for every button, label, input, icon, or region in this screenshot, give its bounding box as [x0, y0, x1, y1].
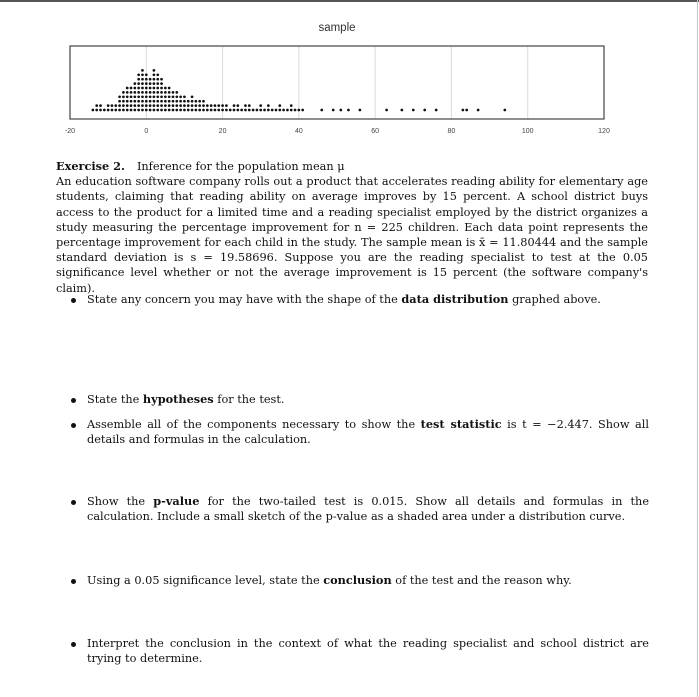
data-dot — [462, 109, 465, 112]
data-dot — [153, 78, 156, 81]
data-dot — [103, 109, 106, 112]
data-dot — [156, 100, 159, 103]
data-dot — [175, 104, 178, 107]
bullet-icon — [71, 398, 76, 403]
data-dot — [153, 73, 156, 76]
data-dot — [206, 109, 209, 112]
data-dot — [137, 87, 140, 90]
data-dot — [137, 95, 140, 98]
data-dot — [130, 91, 133, 94]
data-dot — [160, 91, 163, 94]
data-dot — [153, 109, 156, 112]
data-dot — [156, 73, 159, 76]
data-dot — [206, 104, 209, 107]
data-dot — [141, 95, 144, 98]
data-dot — [160, 82, 163, 85]
bullet-item: Show the p-value for the two-tailed test is 0.015. Show all details and formulas in the calculation. Include a small sketch of the p-value as a shaded area under a distribution curve. — [77, 494, 649, 524]
data-dot — [320, 109, 323, 112]
data-dot — [145, 87, 148, 90]
data-dot — [435, 109, 438, 112]
data-dot — [168, 91, 171, 94]
bullet-icon — [71, 423, 76, 428]
right-border — [697, 0, 698, 697]
data-dot — [141, 69, 144, 72]
data-dot — [153, 100, 156, 103]
data-dot — [160, 104, 163, 107]
data-dot — [107, 104, 110, 107]
data-dot — [145, 82, 148, 85]
data-dot — [236, 104, 239, 107]
data-dot — [198, 104, 201, 107]
data-dot — [156, 104, 159, 107]
exercise-number: Exercise 2. — [56, 159, 125, 173]
data-dot — [214, 104, 217, 107]
x-tick-label: 20 — [218, 128, 227, 135]
data-dot — [183, 100, 186, 103]
data-dot — [133, 104, 136, 107]
data-dot — [149, 100, 152, 103]
data-dot — [137, 78, 140, 81]
data-dot — [225, 109, 228, 112]
data-dot — [122, 104, 125, 107]
data-dot — [145, 100, 148, 103]
data-dot — [141, 109, 144, 112]
data-dot — [145, 73, 148, 76]
data-dot — [160, 100, 163, 103]
data-dot — [130, 87, 133, 90]
data-dot — [141, 82, 144, 85]
data-dot — [137, 100, 140, 103]
data-dot — [339, 109, 342, 112]
data-dot — [187, 100, 190, 103]
bullet-icon — [71, 579, 76, 584]
data-dot — [332, 109, 335, 112]
data-dot — [412, 109, 415, 112]
data-dot — [149, 95, 152, 98]
data-dot — [137, 73, 140, 76]
data-dot — [267, 104, 270, 107]
bullet-item: State any concern you may have with the shape of the data distribution graphed above. — [77, 292, 649, 307]
data-dot — [160, 87, 163, 90]
data-dot — [126, 109, 129, 112]
data-dot — [133, 109, 136, 112]
x-tick-label: 120 — [598, 128, 610, 135]
data-dot — [111, 109, 114, 112]
data-dot — [153, 95, 156, 98]
data-dot — [191, 104, 194, 107]
top-border — [0, 0, 699, 2]
data-dot — [164, 87, 167, 90]
data-dot — [195, 109, 198, 112]
data-dot — [503, 109, 506, 112]
data-dot — [145, 109, 148, 112]
bullet-item: Interpret the conclusion in the context of what the reading specialist and school district are trying to determine. — [77, 636, 649, 666]
data-dot — [149, 87, 152, 90]
data-dot — [217, 104, 220, 107]
data-dot — [202, 104, 205, 107]
data-dot — [347, 109, 350, 112]
exercise-title: Inference for the population mean μ — [136, 160, 345, 173]
data-dot — [172, 95, 175, 98]
data-dot — [168, 109, 171, 112]
data-dot — [248, 109, 251, 112]
data-dot — [133, 100, 136, 103]
data-dot — [126, 95, 129, 98]
data-dot — [175, 95, 178, 98]
data-dot — [168, 100, 171, 103]
data-dot — [423, 109, 426, 112]
data-dot — [301, 109, 304, 112]
data-dot — [156, 109, 159, 112]
data-dot — [168, 104, 171, 107]
data-dot — [149, 82, 152, 85]
x-tick-label: 60 — [371, 128, 380, 135]
data-dot — [259, 109, 262, 112]
data-dot — [99, 109, 102, 112]
data-dot — [290, 109, 293, 112]
data-dot — [217, 109, 220, 112]
data-dot — [172, 104, 175, 107]
data-dot — [244, 104, 247, 107]
data-dot — [130, 100, 133, 103]
data-dot — [221, 109, 224, 112]
data-dot — [133, 91, 136, 94]
data-dot — [164, 95, 167, 98]
data-dot — [198, 100, 201, 103]
data-dot — [183, 109, 186, 112]
data-dot — [248, 104, 251, 107]
data-dot — [233, 104, 236, 107]
data-dot — [122, 91, 125, 94]
data-dot — [92, 109, 95, 112]
data-dot — [172, 100, 175, 103]
x-tick-label: 0 — [144, 128, 149, 135]
data-dot — [164, 100, 167, 103]
chart-title: sample — [318, 22, 356, 34]
data-dot — [240, 109, 243, 112]
bullet-item: Assemble all of the components necessary to show the test statistic is t = −2.447. Show all details and formulas in the calculation. — [77, 417, 649, 447]
bullet-icon — [71, 298, 76, 303]
data-dot — [118, 104, 121, 107]
data-dot — [477, 109, 480, 112]
data-dot — [118, 100, 121, 103]
data-dot — [141, 100, 144, 103]
data-dot — [137, 109, 140, 112]
data-dot — [164, 109, 167, 112]
data-dot — [164, 104, 167, 107]
data-dot — [95, 104, 98, 107]
data-dot — [290, 104, 293, 107]
data-dot — [145, 78, 148, 81]
data-dot — [130, 104, 133, 107]
data-dot — [187, 104, 190, 107]
data-dot — [252, 109, 255, 112]
x-tick-label: 80 — [447, 128, 456, 135]
data-dot — [149, 91, 152, 94]
data-dot — [198, 109, 201, 112]
data-dot — [172, 109, 175, 112]
data-dot — [145, 95, 148, 98]
data-dot — [359, 109, 362, 112]
data-dot — [263, 109, 266, 112]
data-dot — [126, 100, 129, 103]
data-dot — [141, 91, 144, 94]
data-dot — [133, 87, 136, 90]
data-dot — [133, 95, 136, 98]
data-dot — [191, 100, 194, 103]
data-dot — [149, 109, 152, 112]
data-dot — [225, 104, 228, 107]
data-dot — [172, 91, 175, 94]
data-dot — [126, 104, 129, 107]
data-dot — [137, 104, 140, 107]
dot-plot-svg — [48, 10, 620, 152]
data-dot — [122, 100, 125, 103]
data-dot — [156, 82, 159, 85]
data-dot — [137, 82, 140, 85]
bullet-item: State the hypotheses for the test. — [77, 392, 649, 407]
data-dot — [168, 87, 171, 90]
data-dot — [153, 82, 156, 85]
data-dot — [221, 104, 224, 107]
dot-plot — [48, 10, 620, 152]
bullet-icon — [71, 500, 76, 505]
data-dot — [156, 95, 159, 98]
data-dot — [175, 109, 178, 112]
data-dot — [256, 109, 259, 112]
data-dot — [160, 78, 163, 81]
data-dot — [229, 109, 232, 112]
data-dot — [175, 100, 178, 103]
data-dot — [385, 109, 388, 112]
data-dot — [179, 100, 182, 103]
data-dot — [160, 95, 163, 98]
data-dot — [141, 87, 144, 90]
data-dot — [183, 95, 186, 98]
data-dot — [156, 91, 159, 94]
bullet-icon — [71, 642, 76, 647]
data-dot — [156, 87, 159, 90]
x-tick-label: -20 — [64, 128, 76, 135]
data-dot — [278, 109, 281, 112]
data-dot — [179, 109, 182, 112]
data-dot — [118, 95, 121, 98]
data-dot — [149, 78, 152, 81]
data-dot — [118, 109, 121, 112]
data-dot — [145, 104, 148, 107]
data-dot — [191, 109, 194, 112]
data-dot — [175, 91, 178, 94]
data-dot — [153, 87, 156, 90]
data-dot — [294, 109, 297, 112]
data-dot — [202, 100, 205, 103]
data-dot — [195, 104, 198, 107]
data-dot — [141, 78, 144, 81]
data-dot — [179, 104, 182, 107]
data-dot — [465, 109, 468, 112]
data-dot — [141, 73, 144, 76]
bullet-item: Using a 0.05 significance level, state the conclusion of the test and the reason why. — [77, 573, 649, 588]
data-dot — [133, 82, 136, 85]
data-dot — [236, 109, 239, 112]
data-dot — [286, 109, 289, 112]
data-dot — [244, 109, 247, 112]
data-dot — [137, 91, 140, 94]
data-dot — [95, 109, 98, 112]
data-dot — [145, 91, 148, 94]
data-dot — [126, 87, 129, 90]
data-dot — [179, 95, 182, 98]
data-dot — [114, 104, 117, 107]
data-dot — [111, 104, 114, 107]
data-dot — [149, 104, 152, 107]
data-dot — [195, 100, 198, 103]
data-dot — [122, 109, 125, 112]
data-dot — [259, 104, 262, 107]
data-dot — [282, 109, 285, 112]
data-dot — [275, 109, 278, 112]
exercise-text — [56, 159, 648, 296]
data-dot — [141, 104, 144, 107]
data-dot — [160, 109, 163, 112]
data-dot — [210, 104, 213, 107]
data-dot — [278, 104, 281, 107]
data-dot — [210, 109, 213, 112]
data-dot — [130, 95, 133, 98]
data-dot — [233, 109, 236, 112]
data-dot — [298, 109, 301, 112]
x-tick-label: 40 — [294, 128, 303, 135]
x-tick-label: 100 — [521, 128, 534, 135]
data-dot — [153, 91, 156, 94]
data-dot — [156, 78, 159, 81]
data-dot — [214, 109, 217, 112]
data-dot — [99, 104, 102, 107]
data-dot — [153, 104, 156, 107]
data-dot — [126, 91, 129, 94]
data-dot — [168, 95, 171, 98]
data-dot — [107, 109, 110, 112]
data-dot — [130, 109, 133, 112]
data-dot — [183, 104, 186, 107]
data-dot — [400, 109, 403, 112]
data-dot — [271, 109, 274, 112]
data-dot — [114, 109, 117, 112]
exercise-paragraph: An education software company rolls out a product that accelerates reading ability for elementary age students, claiming that reading ability on average improves by 15 percent. A school district buys access to the product for a limited time and a reading specialist employed by the district organizes a study measuring the percentage improvement for n = 225 children. Each data point represents the percentage improvement for each child in the study. The sample mean is x̄ = 11.80444 and the sample standard deviation is s = 19.58696. Suppose you are the reading specialist to test at the 0.05 significance level whether or not the average improvement is 15 percent (the software company's claim). — [56, 175, 648, 295]
data-dot — [267, 109, 270, 112]
data-dot — [187, 109, 190, 112]
data-dot — [153, 69, 156, 72]
data-dot — [191, 95, 194, 98]
exercise-heading — [56, 159, 648, 174]
data-dot — [202, 109, 205, 112]
data-dot — [164, 91, 167, 94]
data-dot — [122, 95, 125, 98]
